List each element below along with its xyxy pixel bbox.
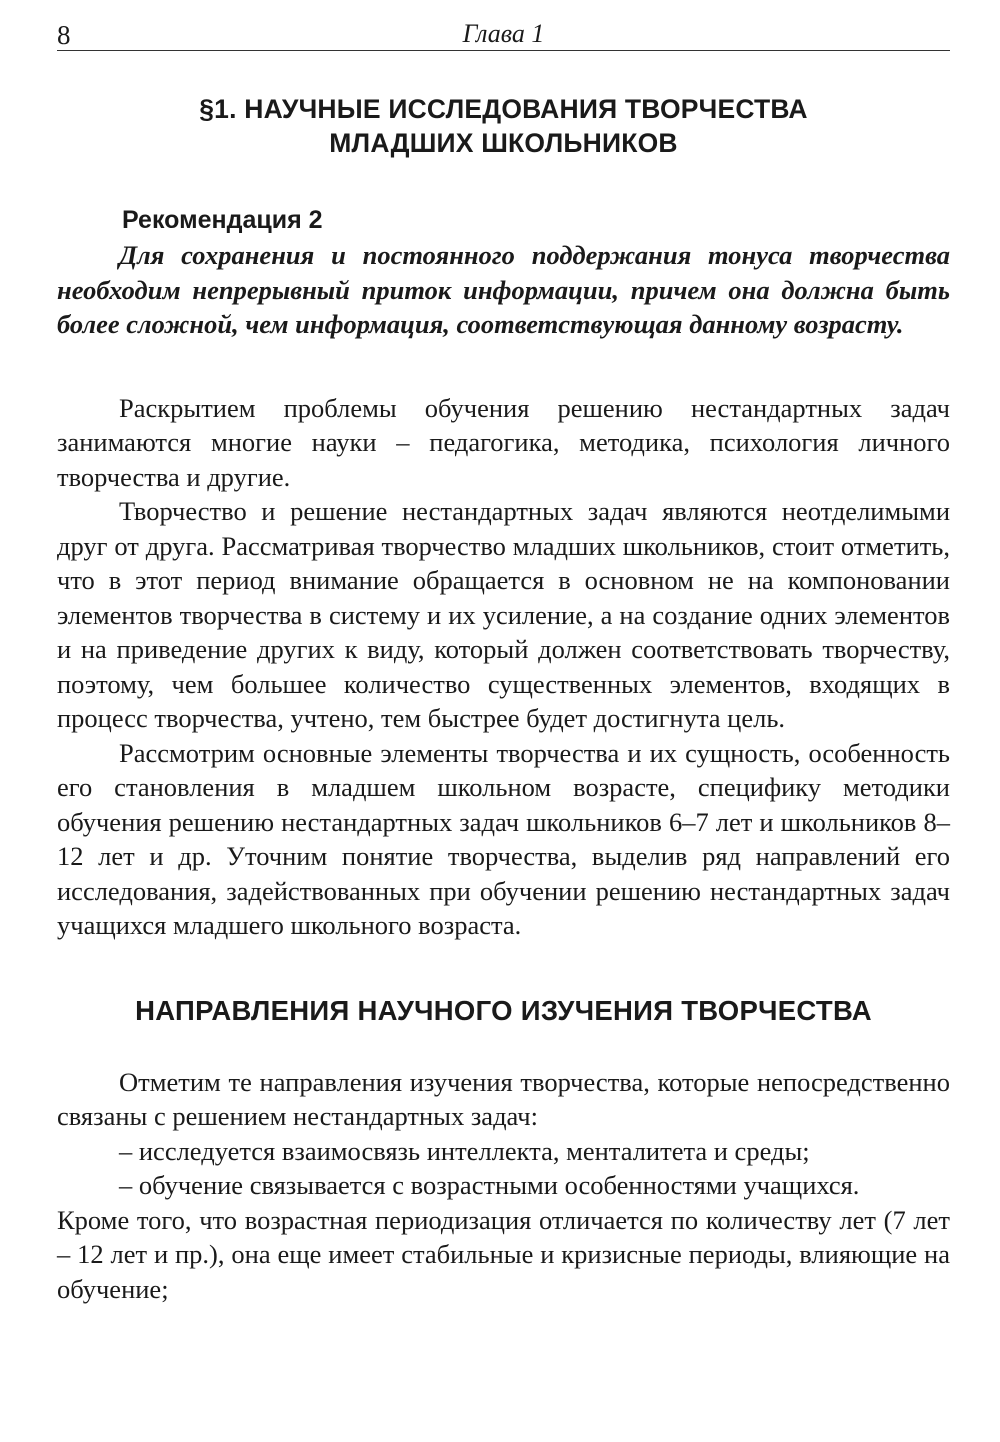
- book-page: [57, 0, 950, 1306]
- paragraph: Кроме того, что возрастная периодизация отличается по количеству лет (7 лет – 12 лет и пр.), она еще имеет стабильные и кризисные периоды, влияющие на обучение;: [57, 1204, 950, 1304]
- recommendation-heading: Рекомендация 2: [122, 206, 323, 234]
- recommendation-text: Для сохранения и постоянного поддержания тонуса творчества необходим непрерывный приток информации, причем она должна быть более сложной, чем информация, соответствующая данному возрасту.: [57, 240, 950, 339]
- page-number: 8: [57, 20, 71, 50]
- paragraph: Раскрытием проблемы обучения решению нестандартных задач занимаются многие науки – педагогика, методика, психология личного творчества и другие.: [57, 392, 950, 492]
- subsection-title: НАПРАВЛЕНИЯ НАУЧНОГО ИЗУЧЕНИЯ ТВОРЧЕСТВА: [135, 994, 872, 1026]
- list-item: – обучение связывается с возрастными особенностями учащихся.: [119, 1170, 860, 1200]
- section-title-line-1: §1. НАУЧНЫЕ ИССЛЕДОВАНИЯ ТВОРЧЕСТВА: [199, 94, 808, 124]
- body-text-block: [57, 391, 950, 943]
- paragraph: Отметим те направления изучения творчества, которые непосредственно связаны с решением нестандартных задач:: [57, 1066, 950, 1131]
- running-header: [57, 0, 950, 51]
- chapter-label: Глава 1: [462, 19, 545, 48]
- list-item: – исследуется взаимосвязь интеллекта, менталитета и среды;: [119, 1135, 810, 1166]
- section-title-line-2: МЛАДШИХ ШКОЛЬНИКОВ: [329, 128, 678, 158]
- subsection-body: [57, 1065, 950, 1307]
- paragraph: Творчество и решение нестандартных задач являются неотделимыми друг от друга. Рассматривая творчество младших школьников, стоит отметить, что в этот период внимание обращается в основном не на компоновании элементов творчества в систему и их усиление, а на создание одних элементов и на приведение других к виду, который должен соответствовать творчеству, поэтому, чем большее количество существенных элементов, входящих в процесс творчества, учтено, тем быстрее будет достигнута цель.: [57, 496, 950, 733]
- paragraph: Рассмотрим основные элементы творчества и их сущность, особенность его становления в младшем школьном возрасте, специфику методики обучения решению нестандартных задач школьников 6–7 лет и школьников 8–12 лет и др. Уточним понятие творчества, выделив ряд направлений его исследования, задействованных при обучении решению нестандартных задач учащихся младшего школьного возраста.: [57, 737, 950, 940]
- section-title: [57, 92, 950, 160]
